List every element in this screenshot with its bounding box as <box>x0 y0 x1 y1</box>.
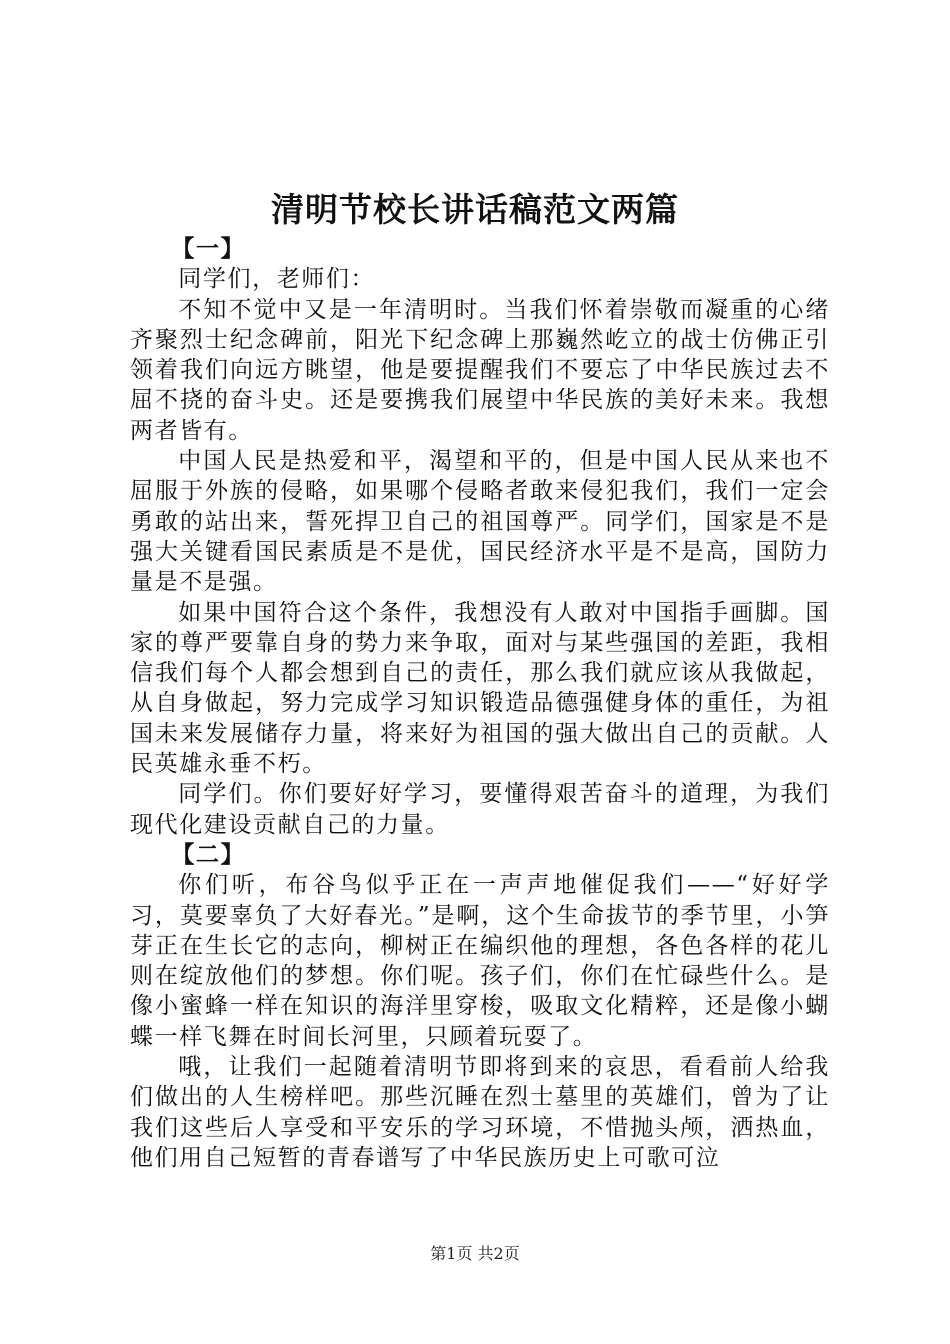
paragraph: 哦，让我们一起随着清明节即将到来的哀思，看看前人给我们做出的人生榜样吧。那些沉睡在烈士墓里的英雄们，曾为了让我们这些后人享受和平安乐的学习环境，不惜抛头颅，洒热血，他们用自己短暂的青春谱写了中华民族历史上可歌可泣 <box>130 1054 830 1171</box>
salutation: 同学们，老师们： <box>178 266 376 293</box>
paragraph: 中国人民是热爱和平，渴望和平的，但是中国人民从来也不屈服于外族的侵略，如果哪个侵略者敢来侵犯我们，我们一定会勇敢的站出来，誓死捍卫自己的祖国尊严。同学们，国家是不是强大关键看国民素质是不是优，国民经济水平是不是高，国防力量是不是强。 <box>130 448 830 596</box>
section-heading-2: 【二】 <box>171 840 246 868</box>
document-title: 清明节校长讲话稿范文两篇 <box>271 190 679 229</box>
document-body <box>130 234 830 1173</box>
page-number-footer: 第1页 共2页 <box>430 1244 520 1263</box>
paragraph: 如果中国符合这个条件，我想没有人敢对中国指手画脚。国家的尊严要靠自身的势力来争取，面对与某些强国的差距，我相信我们每个人都会想到自己的责任，那么我们就应该从我做起，从自身做起，努力完成学习知识锻造品德强健身体的重任，为祖国未来发展储存力量，将来好为祖国的强大做出自己的贡献。人民英雄永垂不朽。 <box>130 599 830 778</box>
section-heading-1: 【一】 <box>171 235 246 262</box>
paragraph: 同学们。你们要好好学习，要懂得艰苦奋斗的道理，为我们现代化建设贡献自己的力量。 <box>130 781 830 838</box>
paragraph: 不知不觉中又是一年清明时。当我们怀着崇敬而凝重的心绪齐聚烈士纪念碑前，阳光下纪念碑上那巍然屹立的战士仿佛正引领着我们向远方眺望，他是要提醒我们不要忘了中华民族过去不屈不挠的奋斗史。还是要携我们展望中华民族的美好未来。我想两者皆有。 <box>130 296 830 444</box>
paragraph: 你们听，布谷鸟似乎正在一声声地催促我们——“好好学习，莫要辜负了大好春光。”是啊，这个生命拔节的季节里，小笋芽正在生长它的志向，柳树正在编织他的理想，各色各样的花儿则在绽放他们的梦想。你们呢。孩子们，你们在忙碌些什么。是像小蜜蜂一样在知识的海洋里穿梭，吸取文化精粹，还是像小蝴蝶一样飞舞在时间长河里，只顾着玩耍了。 <box>130 872 830 1050</box>
